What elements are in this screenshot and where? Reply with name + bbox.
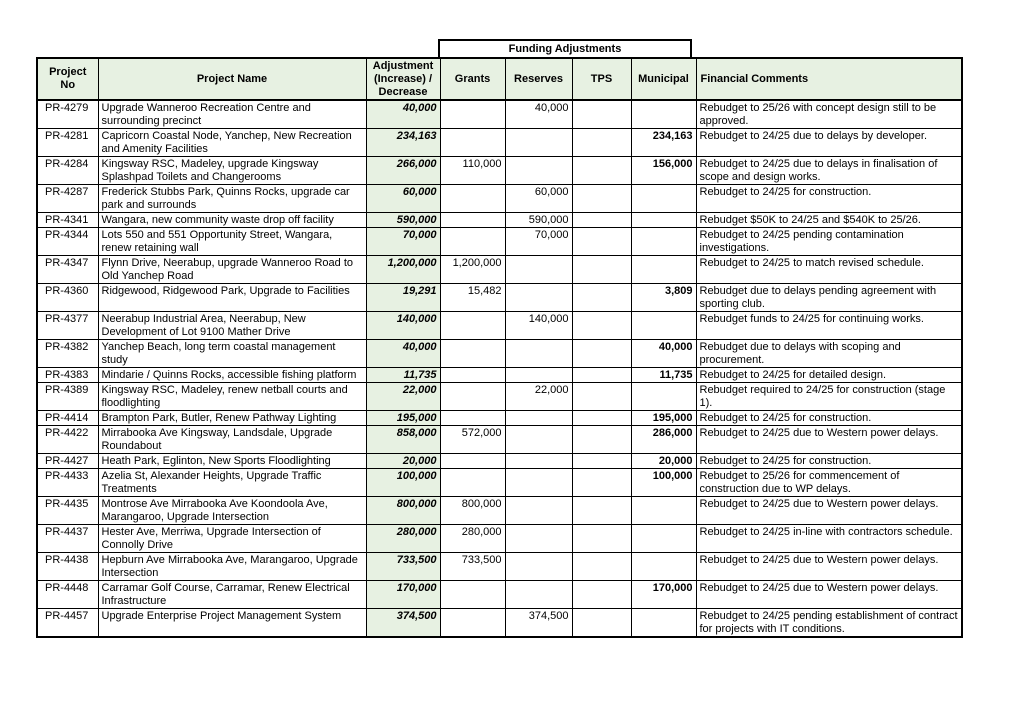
adjustment-cell: 19,291 [366,284,440,312]
financial-comment-cell: Rebudget due to delays pending agreement with sporting club. [696,284,962,312]
financial-comment-cell: Rebudget to 24/25 to match revised schedule. [696,256,962,284]
grants-cell: 1,200,000 [440,256,505,284]
project-name-cell: Mindarie / Quinns Rocks, accessible fishing platform [98,368,366,383]
project-no-cell: PR-4427 [37,454,98,469]
reserves-cell [505,581,572,609]
financial-comment-cell: Rebudget $50K to 24/25 and $540K to 25/26. [696,213,962,228]
grants-cell [440,129,505,157]
adjustment-cell: 195,000 [366,411,440,426]
project-no-cell: PR-4341 [37,213,98,228]
adjustment-cell: 374,500 [366,609,440,638]
table-row [37,157,962,185]
municipal-cell [631,185,696,213]
grants-cell [440,312,505,340]
project-name-cell: Upgrade Wanneroo Recreation Centre and surrounding precinct [98,100,366,129]
grants-cell [440,411,505,426]
grants-cell [440,340,505,368]
project-name-cell: Capricorn Coastal Node, Yanchep, New Recreation and Amenity Facilities [98,129,366,157]
tps-cell [572,368,631,383]
tps-cell [572,312,631,340]
project-name-cell: Brampton Park, Butler, Renew Pathway Lighting [98,411,366,426]
table-row [37,213,962,228]
reserves-cell: 40,000 [505,100,572,129]
adjustment-cell: 266,000 [366,157,440,185]
project-no-cell: PR-4344 [37,228,98,256]
adjustment-cell: 11,735 [366,368,440,383]
grants-cell [440,100,505,129]
adjustment-cell: 733,500 [366,553,440,581]
project-no-cell: PR-4422 [37,426,98,454]
tps-cell [572,157,631,185]
reserves-cell: 140,000 [505,312,572,340]
grants-cell: 800,000 [440,497,505,525]
municipal-cell [631,312,696,340]
grants-cell [440,228,505,256]
tps-cell [572,228,631,256]
municipal-cell: 156,000 [631,157,696,185]
table-row [37,553,962,581]
project-no-cell: PR-4287 [37,185,98,213]
adjustment-cell: 590,000 [366,213,440,228]
project-name-cell: Mirrabooka Ave Kingsway, Landsdale, Upgrade Roundabout [98,426,366,454]
municipal-cell [631,553,696,581]
financial-comment-cell: Rebudget to 25/26 with concept design still to be approved. [696,100,962,129]
financial-comment-cell: Rebudget to 24/25 pending establishment of contract for projects with IT conditions. [696,609,962,638]
tps-cell [572,256,631,284]
financial-comment-cell: Rebudget to 24/25 for detailed design. [696,368,962,383]
reserves-cell [505,284,572,312]
table-row [37,312,962,340]
table-row [37,340,962,368]
financial-comment-cell: Rebudget to 24/25 due to Western power delays. [696,581,962,609]
adjustment-cell: 800,000 [366,497,440,525]
table-row [37,100,962,129]
reserves-cell: 60,000 [505,185,572,213]
grants-cell [440,609,505,638]
project-name-cell: Azelia St, Alexander Heights, Upgrade Traffic Treatments [98,469,366,497]
grants-cell: 280,000 [440,525,505,553]
project-name-cell: Carramar Golf Course, Carramar, Renew Electrical Infrastructure [98,581,366,609]
grants-cell: 733,500 [440,553,505,581]
project-name-cell: Ridgewood, Ridgewood Park, Upgrade to Facilities [98,284,366,312]
grants-cell: 572,000 [440,426,505,454]
adjustment-cell: 140,000 [366,312,440,340]
financial-comment-cell: Rebudget to 24/25 due to delays in finalisation of scope and design works. [696,157,962,185]
project-no-cell: PR-4347 [37,256,98,284]
project-no-cell: PR-4437 [37,525,98,553]
reserves-cell [505,256,572,284]
project-no-cell: PR-4281 [37,129,98,157]
col-reserves: Reserves [505,58,572,100]
tps-cell [572,581,631,609]
municipal-cell: 170,000 [631,581,696,609]
grants-cell: 110,000 [440,157,505,185]
tps-cell [572,129,631,157]
project-table [36,57,963,638]
tps-cell [572,383,631,411]
project-no-cell: PR-4457 [37,609,98,638]
reserves-cell: 22,000 [505,383,572,411]
table-row [37,581,962,609]
adjustment-cell: 280,000 [366,525,440,553]
municipal-cell [631,100,696,129]
col-project-name: Project Name [98,58,366,100]
funding-adjustments-header: Funding Adjustments [438,39,692,57]
table-row [37,426,962,454]
col-tps: TPS [572,58,631,100]
table-row [37,383,962,411]
reserves-cell [505,525,572,553]
municipal-cell: 234,163 [631,129,696,157]
adjustment-cell: 60,000 [366,185,440,213]
project-name-cell: Montrose Ave Mirrabooka Ave Koondoola Ave, Marangaroo, Upgrade Intersection [98,497,366,525]
financial-comment-cell: Rebudget to 24/25 pending contamination investigations. [696,228,962,256]
tps-cell [572,469,631,497]
project-name-cell: Wangara, new community waste drop off facility [98,213,366,228]
project-no-cell: PR-4377 [37,312,98,340]
grants-cell: 15,482 [440,284,505,312]
table-row [37,368,962,383]
reserves-cell [505,426,572,454]
adjustment-cell: 40,000 [366,100,440,129]
adjustment-cell: 40,000 [366,340,440,368]
col-financial-comments: Financial Comments [696,58,962,100]
project-name-cell: Kingsway RSC, Madeley, renew netball courts and floodlighting [98,383,366,411]
reserves-cell [505,411,572,426]
tps-cell [572,213,631,228]
project-no-cell: PR-4438 [37,553,98,581]
project-no-cell: PR-4433 [37,469,98,497]
project-name-cell: Hepburn Ave Mirrabooka Ave, Marangaroo, Upgrade Intersection [98,553,366,581]
financial-comment-cell: Rebudget to 24/25 in-line with contractors schedule. [696,525,962,553]
adjustment-cell: 858,000 [366,426,440,454]
financial-comment-cell: Rebudget due to delays with scoping and procurement. [696,340,962,368]
financial-comment-cell: Rebudget required to 24/25 for construction (stage 1). [696,383,962,411]
tps-cell [572,525,631,553]
adjustment-cell: 170,000 [366,581,440,609]
municipal-cell: 40,000 [631,340,696,368]
project-name-cell: Hester Ave, Merriwa, Upgrade Intersection of Connolly Drive [98,525,366,553]
project-no-cell: PR-4382 [37,340,98,368]
financial-comment-cell: Rebudget funds to 24/25 for continuing works. [696,312,962,340]
adjustment-cell: 70,000 [366,228,440,256]
project-no-cell: PR-4448 [37,581,98,609]
adjustment-cell: 100,000 [366,469,440,497]
municipal-cell [631,525,696,553]
project-no-cell: PR-4414 [37,411,98,426]
reserves-cell [505,157,572,185]
project-no-cell: PR-4360 [37,284,98,312]
tps-cell [572,411,631,426]
municipal-cell [631,256,696,284]
tps-cell [572,100,631,129]
reserves-cell [505,497,572,525]
financial-comment-cell: Rebudget to 24/25 due to Western power delays. [696,426,962,454]
col-adjustment: Adjustment (Increase) / Decrease [366,58,440,100]
table-row [37,497,962,525]
municipal-cell: 195,000 [631,411,696,426]
municipal-cell [631,213,696,228]
project-name-cell: Neerabup Industrial Area, Neerabup, New Development of Lot 9100 Mather Drive [98,312,366,340]
financial-comment-cell: Rebudget to 25/26 for commencement of construction due to WP delays. [696,469,962,497]
adjustment-cell: 234,163 [366,129,440,157]
table-row [37,129,962,157]
project-no-cell: PR-4284 [37,157,98,185]
financial-comment-cell: Rebudget to 24/25 due to Western power delays. [696,497,962,525]
project-no-cell: PR-4435 [37,497,98,525]
financial-comment-cell: Rebudget to 24/25 due to delays by developer. [696,129,962,157]
reserves-cell [505,454,572,469]
reserves-cell: 590,000 [505,213,572,228]
project-name-cell: Upgrade Enterprise Project Management System [98,609,366,638]
project-name-cell: Yanchep Beach, long term coastal management study [98,340,366,368]
project-name-cell: Flynn Drive, Neerabup, upgrade Wanneroo Road to Old Yanchep Road [98,256,366,284]
municipal-cell: 100,000 [631,469,696,497]
tps-cell [572,284,631,312]
table-row [37,284,962,312]
municipal-cell [631,383,696,411]
municipal-cell: 11,735 [631,368,696,383]
reserves-cell [505,553,572,581]
table-row [37,256,962,284]
project-name-cell: Lots 550 and 551 Opportunity Street, Wangara, renew retaining wall [98,228,366,256]
reserves-cell [505,129,572,157]
reserves-cell [505,368,572,383]
municipal-cell: 286,000 [631,426,696,454]
project-name-cell: Frederick Stubbs Park, Quinns Rocks, upgrade car park and surrounds [98,185,366,213]
reserves-cell [505,469,572,497]
grants-cell [440,469,505,497]
grants-cell [440,383,505,411]
table-row [37,609,962,638]
municipal-cell [631,609,696,638]
grants-cell [440,185,505,213]
header-row [37,58,962,100]
municipal-cell: 3,809 [631,284,696,312]
reserves-cell [505,340,572,368]
tps-cell [572,497,631,525]
col-municipal: Municipal [631,58,696,100]
project-no-cell: PR-4279 [37,100,98,129]
tps-cell [572,609,631,638]
tps-cell [572,426,631,454]
project-name-cell: Kingsway RSC, Madeley, upgrade Kingsway Splashpad Toilets and Changerooms [98,157,366,185]
financial-comment-cell: Rebudget to 24/25 for construction. [696,411,962,426]
financial-comment-cell: Rebudget to 24/25 due to Western power delays. [696,553,962,581]
reserves-cell: 70,000 [505,228,572,256]
municipal-cell [631,228,696,256]
table-row [37,185,962,213]
tps-cell [572,185,631,213]
tps-cell [572,553,631,581]
adjustment-cell: 20,000 [366,454,440,469]
project-name-cell: Heath Park, Eglinton, New Sports Floodlighting [98,454,366,469]
financial-comment-cell: Rebudget to 24/25 for construction. [696,454,962,469]
grants-cell [440,213,505,228]
adjustment-cell: 22,000 [366,383,440,411]
grants-cell [440,581,505,609]
municipal-cell: 20,000 [631,454,696,469]
reserves-cell: 374,500 [505,609,572,638]
table-row [37,525,962,553]
table-row [37,411,962,426]
table-row [37,228,962,256]
project-no-cell: PR-4383 [37,368,98,383]
project-no-cell: PR-4389 [37,383,98,411]
tps-cell [572,454,631,469]
col-project-no: Project No [37,58,98,100]
tps-cell [572,340,631,368]
table-row [37,454,962,469]
grants-cell [440,368,505,383]
adjustment-cell: 1,200,000 [366,256,440,284]
col-grants: Grants [440,58,505,100]
table-row [37,469,962,497]
financial-comment-cell: Rebudget to 24/25 for construction. [696,185,962,213]
municipal-cell [631,497,696,525]
grants-cell [440,454,505,469]
